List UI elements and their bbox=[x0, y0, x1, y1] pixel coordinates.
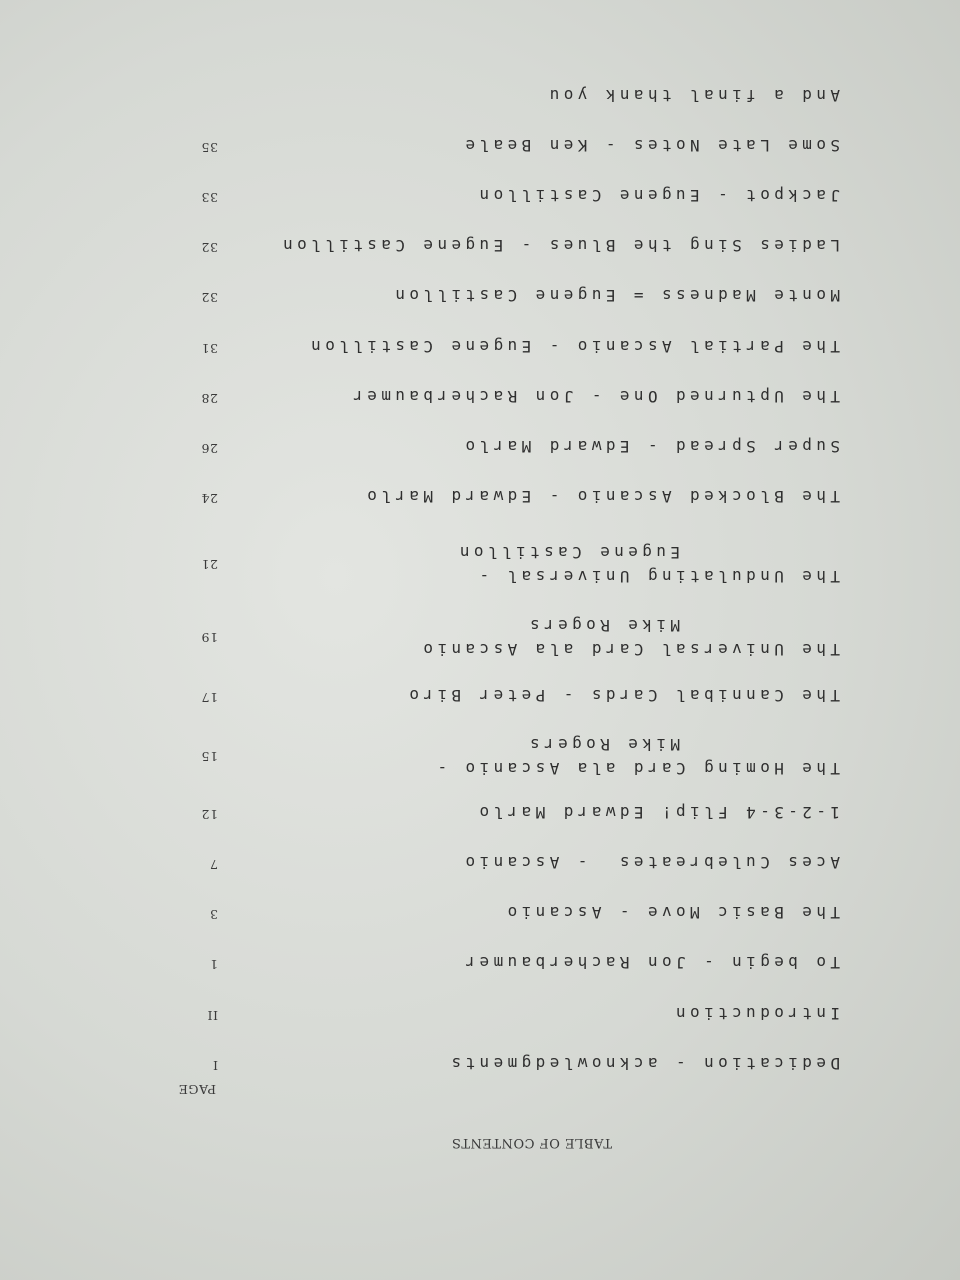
entry-page-number: I bbox=[212, 1058, 218, 1073]
toc-entry bbox=[120, 732, 840, 780]
entry-title: 1-2-3-4 Flip! Edward Marlo bbox=[475, 803, 840, 822]
entry-title: The Homing Card ala Ascanio - bbox=[433, 759, 840, 778]
toc-entry bbox=[120, 133, 840, 157]
toc-entry bbox=[120, 83, 840, 107]
entry-page-number: 31 bbox=[201, 341, 218, 356]
toc-entry bbox=[120, 850, 840, 874]
entry-title: Monte Madness = Eugene Castillon bbox=[390, 286, 840, 305]
entry-title: Aces Culebreates - Ascanio bbox=[461, 853, 840, 872]
toc-entry bbox=[120, 233, 840, 257]
entry-title: The Cannibal Cards - Peter Biro bbox=[404, 686, 840, 705]
toc-entry bbox=[120, 683, 840, 707]
entry-title: The Universal Card ala Ascanio bbox=[419, 640, 840, 659]
toc-entry bbox=[120, 800, 840, 824]
toc-entry bbox=[120, 484, 840, 508]
entry-title: Introduction bbox=[671, 1004, 840, 1023]
entry-page-number: 3 bbox=[209, 907, 218, 922]
entry-title: The Basic Move - Ascanio bbox=[503, 903, 840, 922]
entry-title: To begin - Jon Racherbaumer bbox=[461, 953, 840, 972]
entry-title: The Upturned One - Jon Racherbaumer bbox=[348, 387, 840, 406]
toc-entry bbox=[120, 540, 840, 588]
page-column-header: PAGE bbox=[178, 1082, 216, 1097]
entry-title: And a final thank you bbox=[545, 86, 840, 105]
entry-title-continued: Mike Rogers bbox=[525, 616, 680, 635]
toc-entry bbox=[120, 434, 840, 458]
toc-entry bbox=[120, 950, 840, 974]
entry-page-number: 28 bbox=[201, 391, 218, 406]
entry-title: Ladies Sing the Blues - Eugene Castillon bbox=[278, 236, 840, 255]
entry-page-number: 1 bbox=[209, 957, 218, 972]
entry-page-number: II bbox=[207, 1008, 218, 1023]
entry-title: The Undulating Universal - bbox=[475, 567, 840, 586]
entry-page-number: 19 bbox=[201, 630, 218, 645]
entry-page-number: 12 bbox=[201, 807, 218, 822]
toc-entry bbox=[120, 183, 840, 207]
entry-title-continued: Eugene Castillon bbox=[455, 543, 680, 562]
entry-title: Super Spread - Edward Marlo bbox=[461, 437, 840, 456]
entry-page-number: 35 bbox=[201, 140, 218, 155]
entry-page-number: 15 bbox=[201, 749, 218, 764]
toc-entry bbox=[120, 613, 840, 661]
entry-title: Jackpot - Eugene Castillon bbox=[475, 186, 840, 205]
entry-page-number: 32 bbox=[201, 290, 218, 305]
toc-title: TABLE OF CONTENTS bbox=[451, 1135, 612, 1150]
toc-entry bbox=[120, 900, 840, 924]
entry-page-number: 24 bbox=[201, 491, 218, 506]
entry-title: Dedication - acknowledgments bbox=[447, 1054, 840, 1073]
entry-page-number: 7 bbox=[209, 857, 218, 872]
entry-page-number: 17 bbox=[201, 690, 218, 705]
toc-entry bbox=[120, 283, 840, 307]
entry-page-number: 33 bbox=[201, 190, 218, 205]
entry-page-number: 21 bbox=[201, 557, 218, 572]
toc-entry bbox=[120, 334, 840, 358]
entry-page-number: 32 bbox=[201, 240, 218, 255]
entry-title: The Partial Ascanio - Eugene Castillon bbox=[306, 337, 840, 356]
toc-entry bbox=[120, 1001, 840, 1025]
entry-title: Some Late Notes - Ken Beale bbox=[461, 136, 840, 155]
entry-title-continued: Mike Rogers bbox=[525, 735, 680, 754]
entry-title: The Blocked Ascanio - Edward Marlo bbox=[362, 487, 840, 506]
toc-entry bbox=[120, 384, 840, 408]
toc-entry bbox=[120, 1051, 840, 1075]
entry-page-number: 26 bbox=[201, 441, 218, 456]
